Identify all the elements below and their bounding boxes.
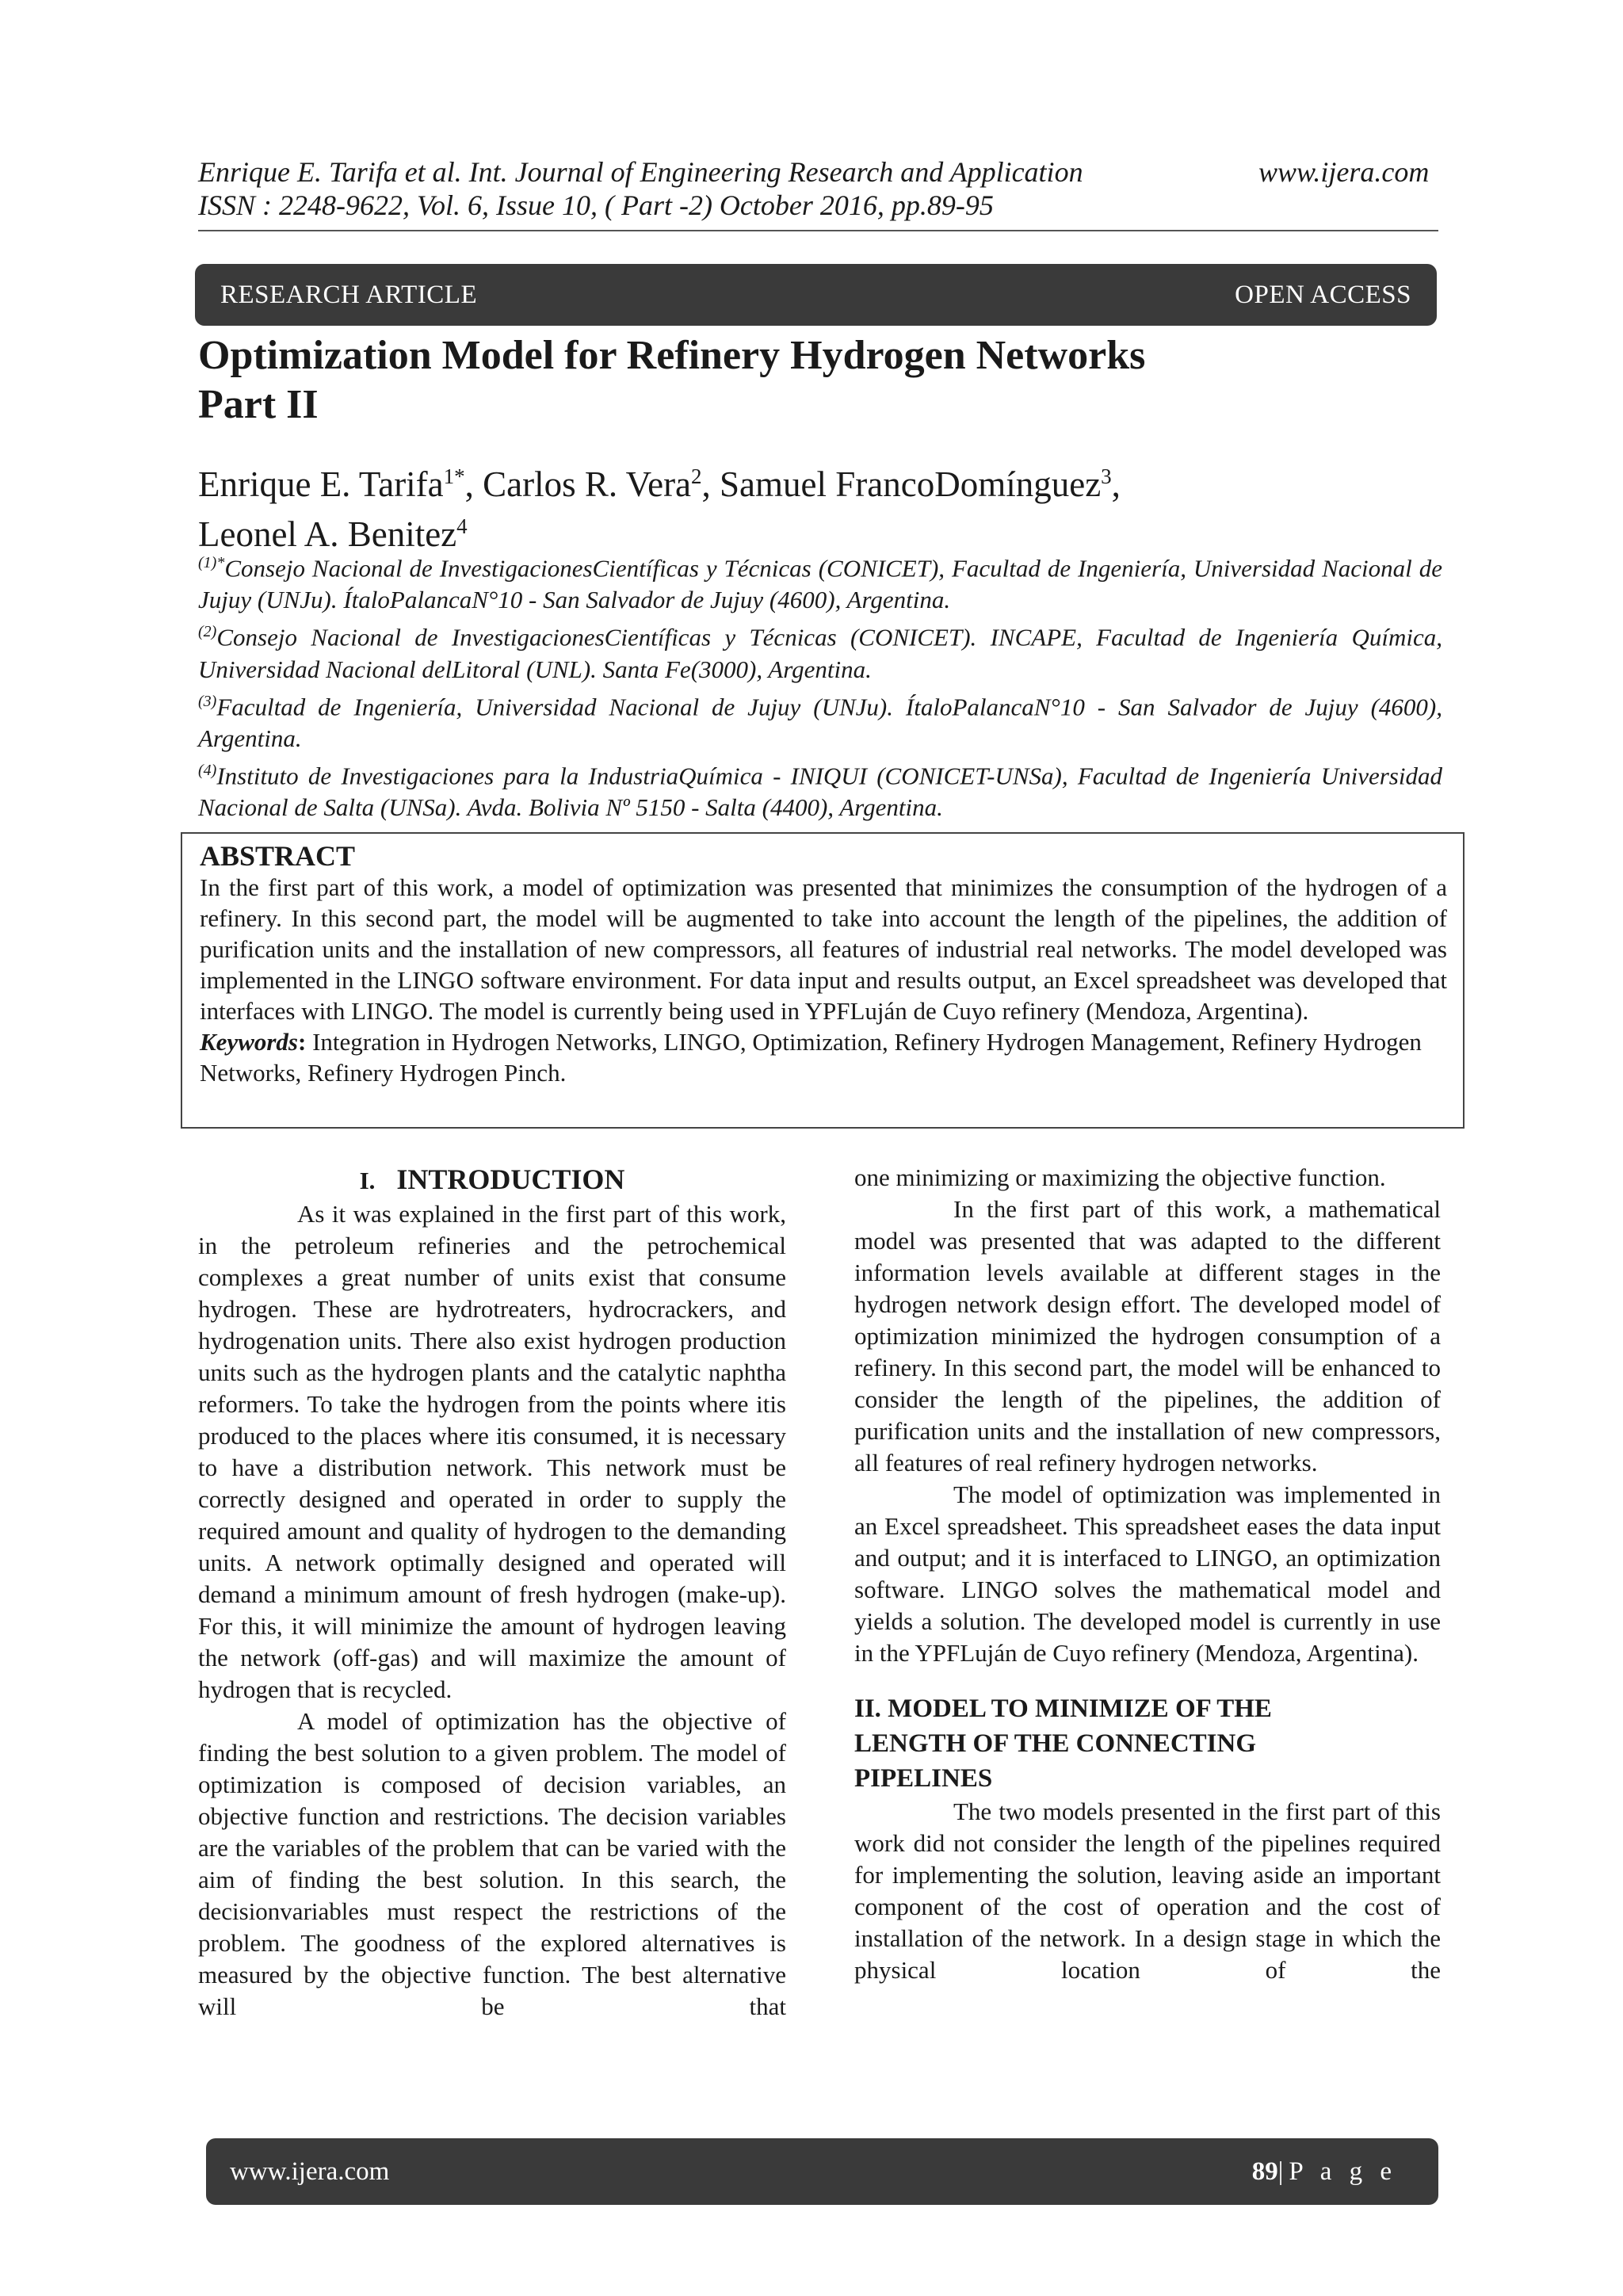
affiliation-mark: (1)* — [198, 554, 225, 571]
section-heading-introduction — [198, 1162, 786, 1198]
author-name: Enrique E. Tarifa — [198, 464, 444, 504]
section-title: INTRODUCTION — [396, 1163, 625, 1195]
author-separator: , — [464, 464, 483, 504]
journal-citation-line2: ISSN : 2248-9622, Vol. 6, Issue 10, ( Part -2) October 2016, pp.89-95 — [198, 189, 994, 221]
author-separator: , — [701, 464, 720, 504]
body-paragraph: A model of optimization has the objective of finding the best solution to a given problem. The model of optimization is composed of decision variables, an objective function and restrictions. The decision variables are the variables of the problem that can be varied with the aim of finding the best solution. In this search, the decisionvariables must respect the restrictions of the problem. The goodness of the explored alternatives is measured by the objective function. The best alternative will be that — [198, 1707, 786, 2020]
research-article-label: RESEARCH ARTICLE — [220, 280, 478, 309]
author-affiliation-mark: 1* — [443, 464, 465, 488]
body-paragraph: The model of optimization was implemented in an Excel spreadsheet. This spreadsheet eases the data input and output; and it is interfaced to LINGO, an optimization software. LINGO solves the mathematical model and yields a solution. The developed model is currently in use in the YPFLuján de Cuyo refinery (Mendoza, Argentina). — [854, 1480, 1441, 1667]
paper-title — [198, 331, 1387, 430]
affiliation-item — [198, 547, 1442, 616]
left-column — [198, 1162, 786, 2023]
right-column — [854, 1162, 1441, 1986]
paper-title-line1: Optimization Model for Refinery Hydrogen Networks — [198, 333, 1146, 378]
affiliation-text: Instituto de Investigaciones para la IndustriaQuímica - INIQUI (CONICET-UNSa), Facultad de Ingeniería Universidad Nacional de Salta (UNSa). Avda. Bolivia Nº 5150 - Salta (4400), Argentina. — [198, 762, 1442, 822]
page-indicator — [1252, 2157, 1397, 2187]
abstract-text: In the first part of this work, a model of optimization was presented that minimizes the consumption of the hydrogen of a refinery. In this second part, the model will be augmented to take into account the length of the pipelines, the addition of purification units and the installation of new compressors, all features of industrial real networks. The model developed was implemented in the LINGO software environment. For data input and results output, an Excel spreadsheet was developed that interfaces with LINGO. The model is currently being used in YPFLuján de Cuyo refinery (Mendoza, Argentina). — [200, 873, 1447, 1025]
paper-title-line2: Part II — [198, 382, 319, 427]
keywords-label: Keywords — [200, 1028, 298, 1056]
footer-website[interactable]: www.ijera.com — [230, 2157, 390, 2186]
page-number: 89 — [1251, 2157, 1278, 2186]
body-paragraph: The two models presented in the first part of this work did not consider the length of the pipelines required for implementing the solution, leaving aside an important component of the cost of operation and the cost of installation of the network. In a design stage in which the physical location of the — [854, 1797, 1441, 1984]
affiliation-mark: (4) — [198, 761, 217, 779]
affiliation-item — [198, 686, 1442, 755]
body-paragraph: one minimizing or maximizing the objective function. — [854, 1163, 1386, 1191]
page-label: |P a g e — [1277, 2157, 1397, 2186]
author-affiliation-mark: 2 — [691, 464, 702, 488]
page-footer — [206, 2138, 1438, 2205]
author-affiliation-mark: 4 — [456, 514, 468, 538]
affiliation-text: Consejo Nacional de InvestigacionesCientíficas y Técnicas (CONICET), Facultad de Ingeniería, Universidad Nacional de Jujuy (UNJu). ÍtaloPalancaN°10 - San Salvador de Jujuy (4600), Argentina. — [198, 554, 1442, 614]
affiliation-text: Facultad de Ingeniería, Universidad Nacional de Jujuy (UNJu). ÍtaloPalancaN°10 - San Salvador de Jujuy (4600), Argentina. — [198, 692, 1442, 752]
body-paragraph: In the first part of this work, a mathematical model was presented that was adapted to the different information levels available at different stages in the hydrogen network design effort. The developed model of optimization minimized the hydrogen consumption of a refinery. In this second part, the model will be enhanced to consider the length of the pipelines, the addition of purification units and the installation of new compressors, all features of real refinery hydrogen networks. — [854, 1195, 1441, 1477]
author-name: Leonel A. Benitez — [198, 514, 457, 554]
header-divider — [198, 230, 1438, 231]
abstract-box — [181, 832, 1465, 1129]
author-name: Carlos R. Vera — [483, 464, 692, 504]
author-name: Samuel FrancoDomínguez — [720, 464, 1102, 504]
affiliation-list — [198, 547, 1442, 823]
open-access-label: OPEN ACCESS — [1235, 280, 1411, 309]
section-number: I. — [359, 1167, 376, 1194]
abstract-heading: ABSTRACT — [200, 840, 356, 872]
section-heading-model: II. MODEL TO MINIMIZE OF THE LENGTH OF THE CONNECTING PIPELINES — [854, 1694, 1272, 1793]
keywords: Keywords: Integration in Hydrogen Networks, LINGO, Optimization, Refinery Hydrogen Management, Refinery Hydrogen Networks, Refinery Hydrogen Pinch. — [200, 1028, 1422, 1087]
affiliation-mark: (2) — [198, 623, 217, 641]
keywords-text: Integration in Hydrogen Networks, LINGO, Optimization, Refinery Hydrogen Management, Refinery Hydrogen Networks, Refinery Hydrogen Pinch. — [200, 1028, 1422, 1087]
journal-website[interactable]: www.ijera.com — [1258, 156, 1430, 188]
author-affiliation-mark: 3 — [1101, 464, 1112, 488]
affiliation-mark: (3) — [198, 692, 217, 710]
affiliation-item — [198, 755, 1442, 823]
body-paragraph: As it was explained in the first part of this work, in the petroleum refineries and the petrochemical complexes a great number of units exist that consume hydrogen. These are hydrotreaters, hydrocrackers, and hydrogenation units. There also exist hydrogen production units such as the hydrogen plants and the catalytic naphtha reformers. To take the hydrogen from the points where itis produced to the places where itis consumed, it is necessary to have a distribution network. This network must be correctly designed and operated in order to supply the required amount and quality of hydrogen to the demanding units. A network optimally designed and operated will demand a minimum amount of fresh hydrogen (make-up). For this, it will minimize the amount of hydrogen leaving the network (off-gas) and will maximize the amount of hydrogen that is recycled. — [198, 1200, 786, 1703]
journal-citation-line1: Enrique E. Tarifa et al. Int. Journal of Engineering Research and Application — [198, 156, 1083, 188]
author-list — [198, 456, 1387, 556]
affiliation-item — [198, 616, 1442, 685]
article-type-banner — [195, 264, 1437, 326]
author-separator: , — [1111, 464, 1121, 504]
affiliation-text: Consejo Nacional de InvestigacionesCientíficas y Técnicas (CONICET). INCAPE, Facultad de Ingeniería Química, Universidad Nacional delLitoral (UNL). Santa Fe(3000), Argentina. — [198, 623, 1442, 683]
